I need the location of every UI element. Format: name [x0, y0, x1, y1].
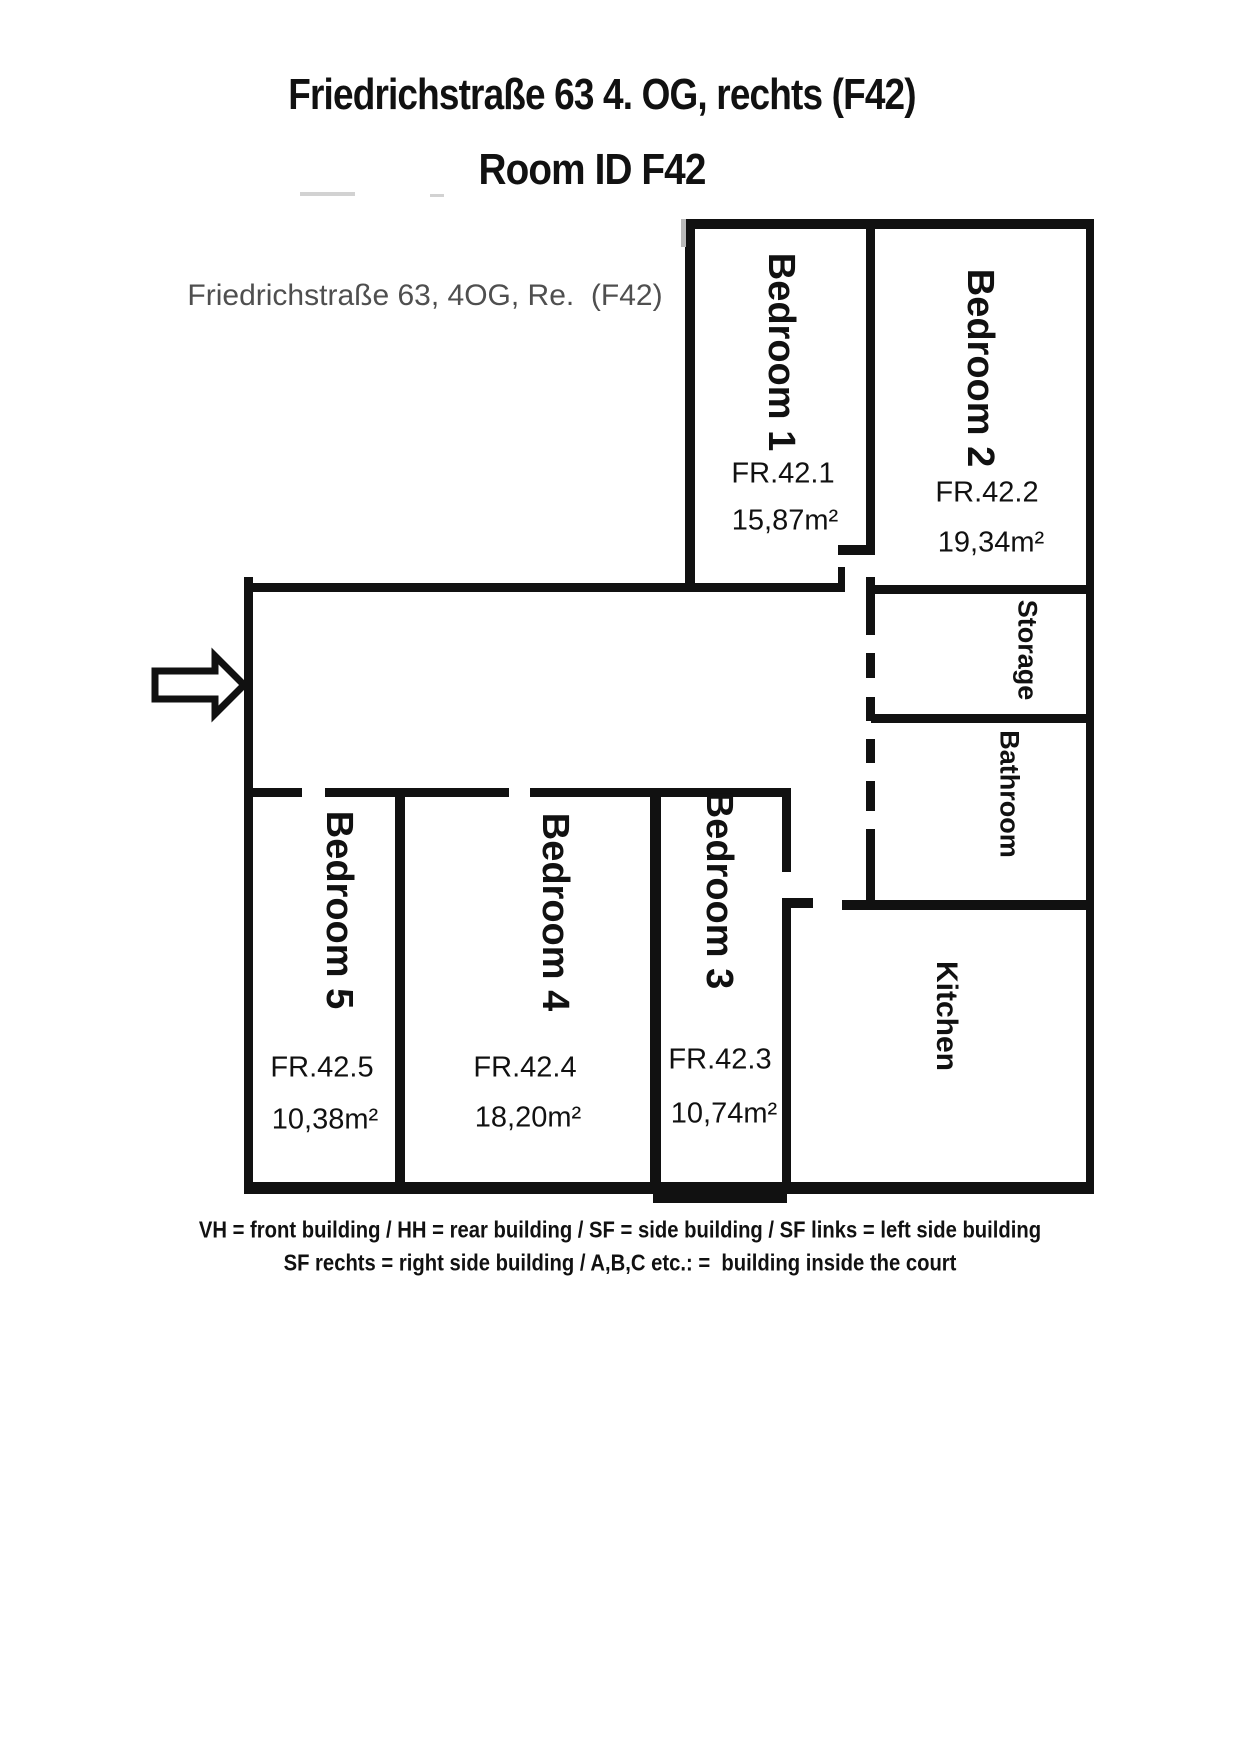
room-code-bedroom-5: FR.42.5: [270, 1051, 374, 1084]
legend-line-1: VH = front building / HH = rear building / SF = side building / SF links = left side building: [198, 1216, 1042, 1243]
scan-artifacts: [300, 192, 686, 247]
page-subtitle: Room ID F42: [478, 145, 706, 194]
room-code-bedroom-2: FR.42.2: [935, 476, 1039, 509]
legend-line-2: SF rechts = right side building / A,B,C etc.: = building inside the court: [283, 1249, 957, 1276]
dashed-partition-wall: [866, 653, 875, 903]
room-area-bedroom-3: 10,74m²: [670, 1097, 778, 1130]
room-code-bedroom-3: FR.42.3: [668, 1043, 772, 1076]
room-code-bedroom-1: FR.42.1: [731, 457, 835, 490]
room-label-kitchen: Kitchen: [930, 960, 963, 1072]
room-label-bedroom-2: Bedroom 2: [959, 268, 1001, 468]
room-label-storage: Storage: [1012, 599, 1043, 701]
room-label-bedroom-1: Bedroom 1: [760, 252, 802, 452]
entrance-arrow-icon: [155, 656, 244, 714]
plan-annotation: Friedrichstraße 63, 4OG, Re. (F42): [187, 279, 663, 312]
room-label-bedroom-4: Bedroom 4: [534, 812, 576, 1012]
room-area-bedroom-2: 19,34m²: [937, 526, 1045, 559]
page-title: Friedrichstraße 63 4. OG, rechts (F42): [288, 70, 916, 119]
room-area-bedroom-1: 15,87m²: [731, 504, 839, 537]
room-area-bedroom-4: 18,20m²: [474, 1101, 582, 1134]
room-code-bedroom-4: FR.42.4: [473, 1051, 577, 1084]
room-label-bedroom-3: Bedroom 3: [698, 790, 740, 990]
room-label-bedroom-5: Bedroom 5: [318, 810, 360, 1010]
room-label-bathroom: Bathroom: [994, 730, 1025, 858]
room-area-bedroom-5: 10,38m²: [271, 1103, 379, 1136]
